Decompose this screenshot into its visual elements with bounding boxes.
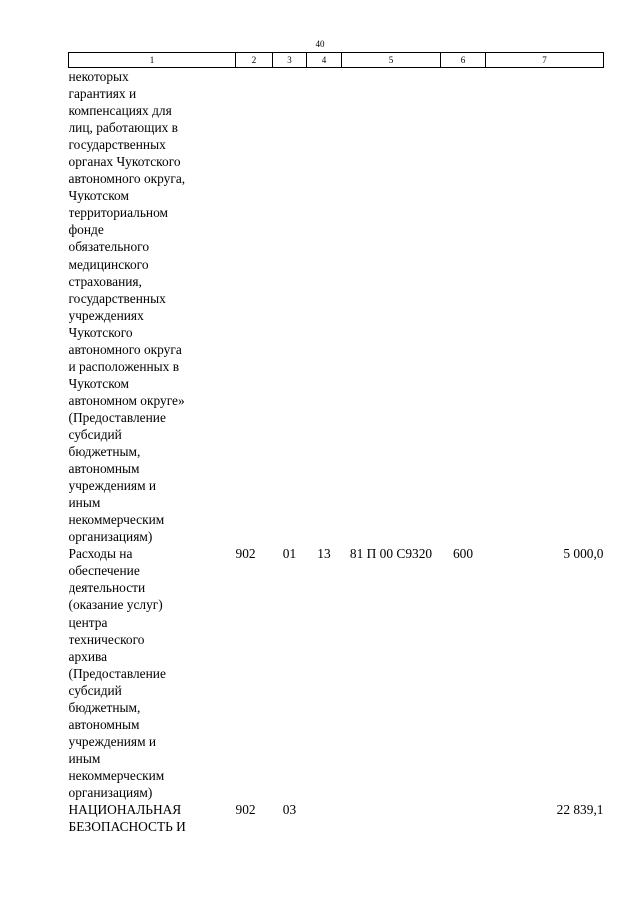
budget-table <box>68 52 604 835</box>
expense-name-line: государственных <box>68 137 166 153</box>
subsection-code-cell: 13 <box>317 546 331 562</box>
expense-name-line: компенсациях для <box>68 103 172 119</box>
amount-cell: 5 000,0 <box>563 546 604 562</box>
expense-name-line: иным <box>68 750 101 766</box>
expense-name-line: автономном округе» <box>68 392 185 408</box>
expense-name-cell <box>69 545 236 801</box>
expense-name-line: Чукотском <box>68 375 129 391</box>
section-code-cell: 01 <box>282 546 297 562</box>
expense-name-line: некоторых <box>68 69 129 84</box>
expense-name-line: государственных <box>68 290 166 306</box>
amount-cell: 22 839,1 <box>556 802 604 818</box>
expense-name-line: Чукотского <box>68 324 133 340</box>
target-article-cell <box>342 68 441 546</box>
expense-name-line: субсидий <box>68 682 122 698</box>
expense-name-line: (Предоставление <box>68 665 166 681</box>
expense-name-line: иным <box>68 495 101 511</box>
column-number-header-row <box>69 53 604 68</box>
expense-name-line: архива <box>68 648 108 664</box>
section-code-cell <box>273 68 307 546</box>
subsection-code-cell <box>307 68 342 546</box>
expense-name-line: деятельности <box>68 580 146 596</box>
expense-name-line: учреждениям и <box>68 478 157 494</box>
expense-name-line: учреждениям и <box>68 733 157 749</box>
expense-name-line: технического <box>68 631 145 647</box>
expense-name-line: органах Чукотского <box>68 154 181 170</box>
expense-name-line: обязательного <box>68 239 150 255</box>
expense-name-line: организациям) <box>68 784 153 800</box>
table-row <box>69 545 604 801</box>
expense-name-cell <box>69 68 236 546</box>
grbs-code-cell <box>236 68 273 546</box>
expense-name-line: гарантиях и <box>68 86 137 102</box>
expense-name-line: территориальном <box>68 205 169 221</box>
expense-name-line: субсидий <box>68 426 122 442</box>
expense-name-line: автономного округа <box>68 341 182 357</box>
expense-name-line: автономным <box>68 716 140 732</box>
column-header-5: 5 <box>342 53 441 68</box>
amount-cell <box>486 68 604 546</box>
table-row <box>69 68 604 546</box>
target-article-cell: 81 П 00 С9320 <box>349 546 433 562</box>
column-header-7: 7 <box>486 53 604 68</box>
expense-name-line: и расположенных в <box>68 358 180 374</box>
expense-name-line: бюджетным, <box>68 444 141 460</box>
expense-name-line: Расходы на <box>68 546 133 562</box>
target-article-cell <box>342 801 441 835</box>
table-row <box>69 801 604 835</box>
expense-name-line: медицинского <box>68 256 149 272</box>
expense-name-line: НАЦИОНАЛЬНАЯ <box>68 802 182 818</box>
section-code-cell: 03 <box>282 802 297 818</box>
column-header-4: 4 <box>307 53 342 68</box>
expense-name-line: обеспечение <box>68 563 140 579</box>
expense-name-line: автономным <box>68 461 140 477</box>
expense-name-line: Чукотском <box>68 188 129 204</box>
expense-type-cell <box>441 801 486 835</box>
column-header-2: 2 <box>236 53 273 68</box>
expense-name-line: некоммерческим <box>68 512 165 528</box>
column-header-6: 6 <box>441 53 486 68</box>
subsection-code-cell <box>307 801 342 835</box>
expense-name-line: центра <box>68 614 108 630</box>
column-header-1: 1 <box>69 53 236 68</box>
expense-type-cell <box>441 68 486 546</box>
expense-name-line: страхования, <box>68 273 142 289</box>
expense-name-line: БЕЗОПАСНОСТЬ И <box>68 819 186 835</box>
grbs-code-cell: 902 <box>235 802 256 818</box>
table-body <box>69 68 604 836</box>
expense-name-cell <box>69 801 236 835</box>
expense-name-line: автономного округа, <box>68 171 186 187</box>
expense-type-cell: 600 <box>452 546 474 562</box>
column-header-3: 3 <box>273 53 307 68</box>
grbs-code-cell: 902 <box>235 546 256 562</box>
expense-name-line: некоммерческим <box>68 767 165 783</box>
page-number: 40 <box>315 39 325 49</box>
expense-name-line: фонде <box>68 222 104 238</box>
expense-name-line: (Предоставление <box>68 409 166 425</box>
expense-name-line: лиц, работающих в <box>68 120 178 136</box>
expense-name-line: учреждениях <box>68 307 144 323</box>
expense-name-line: организациям) <box>68 529 153 545</box>
expense-name-line: бюджетным, <box>68 699 141 715</box>
expense-name-line: (оказание услуг) <box>68 597 163 613</box>
